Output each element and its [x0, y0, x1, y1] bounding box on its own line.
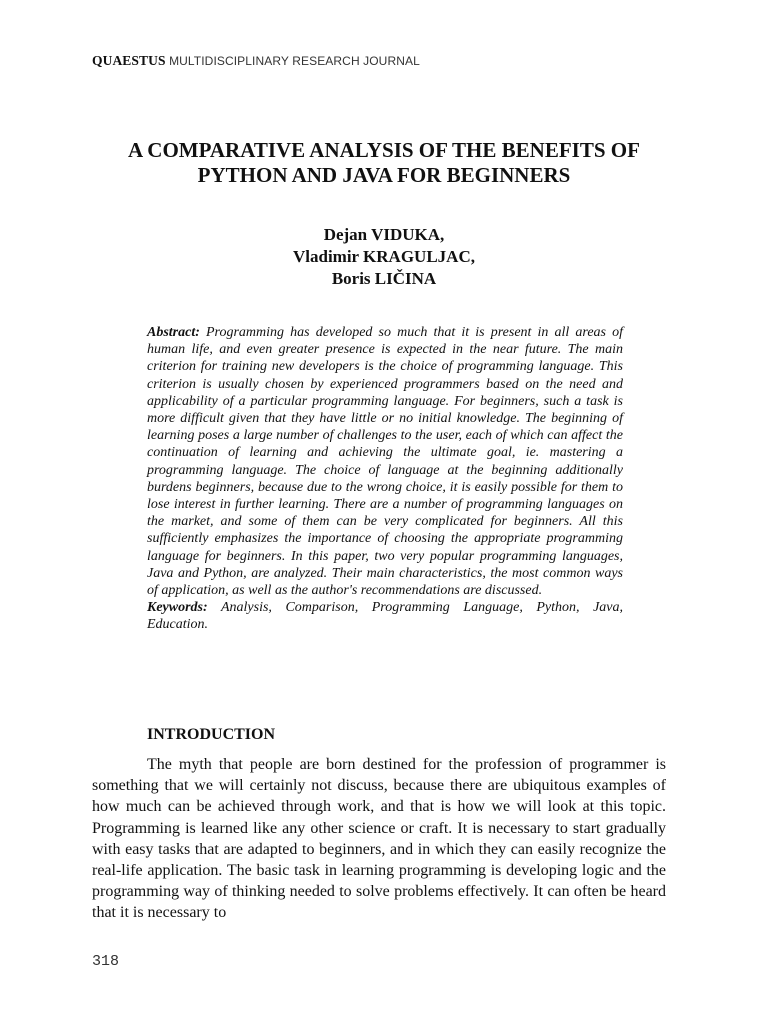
journal-header — [92, 53, 420, 69]
author-2: Vladimir KRAGULJAC, — [293, 247, 475, 266]
paper-title-line-2: PYTHON AND JAVA FOR BEGINNERS — [197, 163, 571, 187]
keywords-paragraph — [147, 599, 623, 633]
author-1: Dejan VIDUKA, — [323, 225, 445, 244]
introduction-paragraph: The myth that people are born destined for the profession of programmer is something that we will certainly not discuss, because there are ubiquitous examples of how much can be achieved through work, and that is how we will look at this topic. Programming is learned like any other science or craft. It is necessary to start gradually with easy tasks that are adapted to beginners, and in which they can easily recognize the real-life application. The basic task in learning programming is developing logic and the programming way of thinking needed to solve problems effectively. It can often be heard that it is necessary to — [92, 756, 666, 922]
introduction-body — [92, 754, 666, 924]
abstract-paragraph — [147, 324, 623, 599]
journal-subtitle: MULTIDISCIPLINARY RESEARCH JOURNAL — [169, 54, 420, 68]
abstract-text: Programming has developed so much that it is present in all areas of human life, and even greater presence is expected in the near future. The main criterion for training new developers is the choice of programming language. This criterion is usually chosen by experienced programmers based on the need and applicability of a particular programming language. For beginners, such a task is more difficult given that they have little or no initial knowledge. The beginning of learning poses a large number of challenges to the user, each of which can affect the continuation of learning and achieving the ultimate goal, ie. mastering a programming language. The choice of language at the beginning additionally burdens beginners, because due to the wrong choice, it is easily possible for them to lose interest in further learning. There are a number of programming languages on the market, and some of them can be very complicated for beginners. All this sufficiently emphasizes the importance of choosing the appropriate programming language for beginners. In this paper, two very popular programming languages, Java and Python, are analyzed. Their main characteristics, the most common ways of application, as well as the author's recommendations are discussed. — [147, 325, 623, 599]
keywords-text: Analysis, Comparison, Programming Language, Python, Java, Education. — [147, 600, 623, 633]
paper-title — [80, 138, 688, 188]
author-3: Boris LIČINA — [331, 269, 437, 288]
page-number: 318 — [92, 953, 120, 970]
author-list — [180, 224, 588, 290]
paper-title-line-1: A COMPARATIVE ANALYSIS OF THE BENEFITS OF — [128, 138, 640, 162]
abstract-label: Abstract: — [147, 325, 200, 340]
introduction-heading: INTRODUCTION — [147, 726, 276, 743]
journal-name: QUAESTUS — [92, 53, 166, 68]
abstract-block — [147, 324, 623, 634]
keywords-label: Keywords: — [147, 600, 208, 616]
